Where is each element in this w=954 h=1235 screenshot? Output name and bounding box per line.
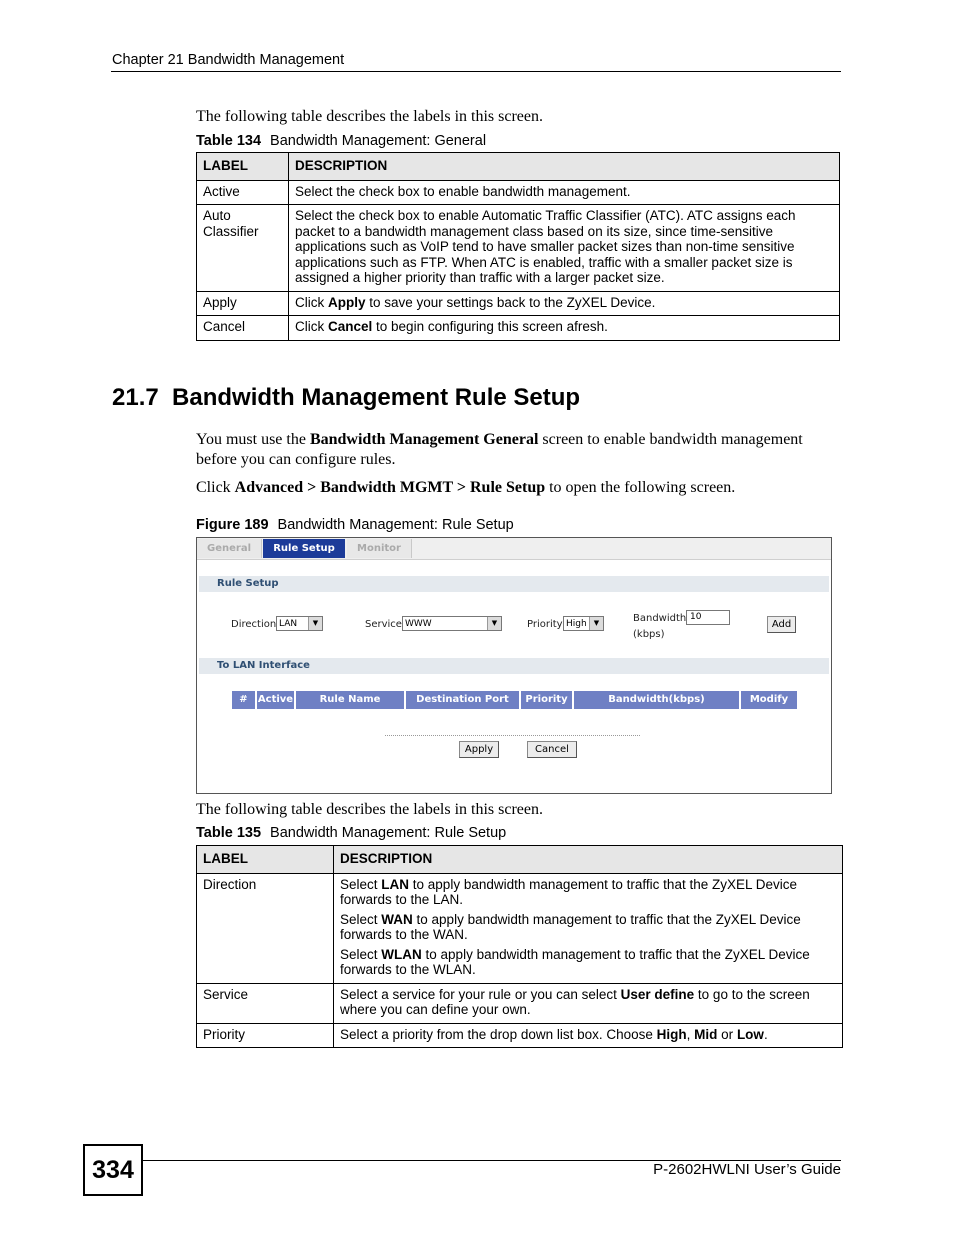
description-paragraph [340, 912, 836, 943]
row-label: Service [197, 983, 334, 1023]
priority-select[interactable] [563, 616, 604, 631]
text-run: screen to enable bandwidth management before you can configure rules. [196, 431, 803, 468]
row-label: Apply [197, 291, 289, 316]
lan-interface-section-title: To LAN Interface [199, 658, 829, 674]
text-run: to apply bandwidth management to traffic that the ZyXEL Device forwards to the WLAN. [340, 946, 810, 977]
figure-caption-title: Bandwidth Management: Rule Setup [277, 517, 514, 533]
text-run: to begin configuring this screen afresh. [372, 319, 608, 334]
row-label: Direction [197, 873, 334, 983]
text-run: to apply bandwidth management to traffic that the ZyXEL Device forwards to the LAN. [340, 876, 797, 907]
column-header-rule-name: Rule Name [296, 691, 406, 709]
bold-term: LAN [381, 876, 410, 892]
cancel-button[interactable]: Cancel [527, 741, 577, 758]
row-label [197, 205, 289, 292]
bandwidth-label: Bandwidth [633, 613, 687, 624]
text-run: . [763, 1026, 768, 1042]
bold-term: High [656, 1026, 687, 1042]
text-run: Select a priority from the drop down list box. Choose [340, 1026, 657, 1042]
table-row [197, 1023, 843, 1048]
text-run: Select [340, 876, 382, 892]
table-row [197, 983, 843, 1023]
direction-select[interactable] [276, 616, 323, 631]
bold-term: Advanced > Bandwidth MGMT > Rule Setup [234, 479, 546, 496]
page-number: 334 [83, 1144, 143, 1196]
column-header-destination-port: Destination Port [406, 691, 521, 709]
text-run: to go to the screen where you can define your own. [340, 986, 810, 1017]
direction-label: Direction [231, 619, 277, 630]
text-run: Select a service for your rule or you can select [340, 986, 621, 1002]
row-description: Select the check box to enable bandwidth management. [289, 180, 840, 205]
column-header-label: LABEL [197, 153, 289, 181]
column-header-description: DESCRIPTION [334, 846, 843, 874]
table-header-row [197, 846, 843, 874]
row-description [334, 983, 843, 1023]
table-header-row [197, 153, 840, 181]
bold-term: WLAN [381, 946, 422, 962]
text-run: You must use the [196, 431, 310, 448]
service-select-value: WWW [405, 619, 432, 629]
bold-term: Bandwidth Management General [309, 431, 539, 448]
intro-text: The following table describes the labels in this screen. [196, 108, 544, 125]
add-button[interactable]: Add [767, 616, 796, 633]
row-label: Priority [197, 1023, 334, 1048]
paragraph [196, 430, 846, 470]
bold-term: Cancel [328, 319, 373, 334]
text-run: , [686, 1026, 695, 1042]
column-header-label: LABEL [197, 846, 334, 874]
description-paragraph [340, 947, 836, 978]
row-label: Cancel [197, 316, 289, 341]
tab-rule-setup[interactable]: Rule Setup [263, 539, 345, 558]
table-135 [196, 845, 843, 1048]
rule-setup-section-title: Rule Setup [199, 576, 829, 592]
text-run: to save your settings back to the ZyXEL Device. [365, 294, 656, 310]
bold-term: User define [620, 986, 695, 1002]
table-134-caption [196, 133, 486, 149]
row-label-line: Classifier [203, 223, 259, 239]
text-run: to apply bandwidth management to traffic that the ZyXEL Device forwards to the WAN. [340, 911, 801, 942]
row-description [289, 316, 840, 341]
row-description [334, 873, 843, 983]
column-header-modify: Modify [741, 691, 797, 709]
table-caption-title: Bandwidth Management: General [270, 133, 487, 149]
bold-term: WAN [381, 911, 413, 927]
column-header-description: DESCRIPTION [289, 153, 840, 181]
chevron-down-icon: ▼ [487, 617, 501, 630]
table-caption-number: Table 134 [196, 133, 262, 149]
table-row [197, 316, 840, 341]
text-run: Click [295, 294, 328, 310]
tab-general[interactable]: General [197, 539, 262, 558]
figure-caption-number: Figure 189 [196, 517, 269, 533]
row-description: Select the check box to enable Automatic Traffic Classifier (ATC). ATC assigns each packet to a bandwidth management class based on its size, since time-sensitive applications such as VoIP tend to have smaller packet sizes than non-time sensitive applications such as FTP. When ATC is enabled, traffic with a smaller packet size is assigned a higher priority than traffic with a larger packet size. [289, 205, 840, 292]
text-run: Click [295, 319, 328, 334]
table-divider [385, 735, 640, 736]
column-header-number: # [232, 691, 257, 709]
bold-term: Mid [694, 1026, 718, 1042]
column-header-bandwidth: Bandwidth(kbps) [574, 691, 741, 709]
column-header-active: Active [257, 691, 296, 709]
row-label: Active [197, 180, 289, 205]
table-row [197, 205, 840, 292]
text-run: Click [196, 479, 235, 496]
paragraph [196, 478, 846, 498]
service-label: Service [365, 619, 402, 630]
rule-setup-screenshot [196, 537, 832, 794]
bandwidth-input[interactable]: 10 [686, 610, 730, 625]
bold-term: Apply [328, 294, 366, 310]
chevron-down-icon: ▼ [308, 617, 322, 630]
section-title: 21.7 Bandwidth Management Rule Setup [112, 384, 581, 411]
table-135-caption [196, 825, 506, 841]
table-row [197, 291, 840, 316]
service-select[interactable] [402, 616, 502, 631]
row-label-line: Auto [203, 208, 231, 223]
text-run: to open the following screen. [545, 479, 736, 496]
table-row [197, 873, 843, 983]
table-caption-title: Bandwidth Management: Rule Setup [270, 825, 507, 841]
chapter-header: Chapter 21 Bandwidth Management [112, 52, 345, 68]
row-description [334, 1023, 843, 1048]
column-header-priority: Priority [521, 691, 574, 709]
bandwidth-unit-label: (kbps) [633, 629, 665, 640]
table-row [197, 180, 840, 205]
table-134 [196, 152, 840, 341]
direction-select-value: LAN [279, 619, 298, 629]
tab-bar [197, 538, 831, 560]
apply-button[interactable]: Apply [459, 741, 499, 758]
intro-text: The following table describes the labels in this screen. [196, 801, 544, 818]
chevron-down-icon: ▼ [589, 617, 603, 630]
guide-name: P-2602HWLNI User’s Guide [653, 1161, 841, 1178]
bold-term: Low [736, 1026, 764, 1042]
figure-caption [196, 517, 514, 533]
text-run: or [717, 1026, 737, 1042]
header-rule [111, 71, 841, 72]
description-paragraph [340, 877, 836, 908]
row-description [289, 291, 840, 316]
priority-select-value: High [566, 619, 587, 629]
text-run: Select [340, 946, 382, 962]
priority-label: Priority [527, 619, 563, 630]
table-caption-number: Table 135 [196, 825, 262, 841]
tab-monitor[interactable]: Monitor [347, 539, 412, 558]
text-run: Select [340, 911, 382, 927]
